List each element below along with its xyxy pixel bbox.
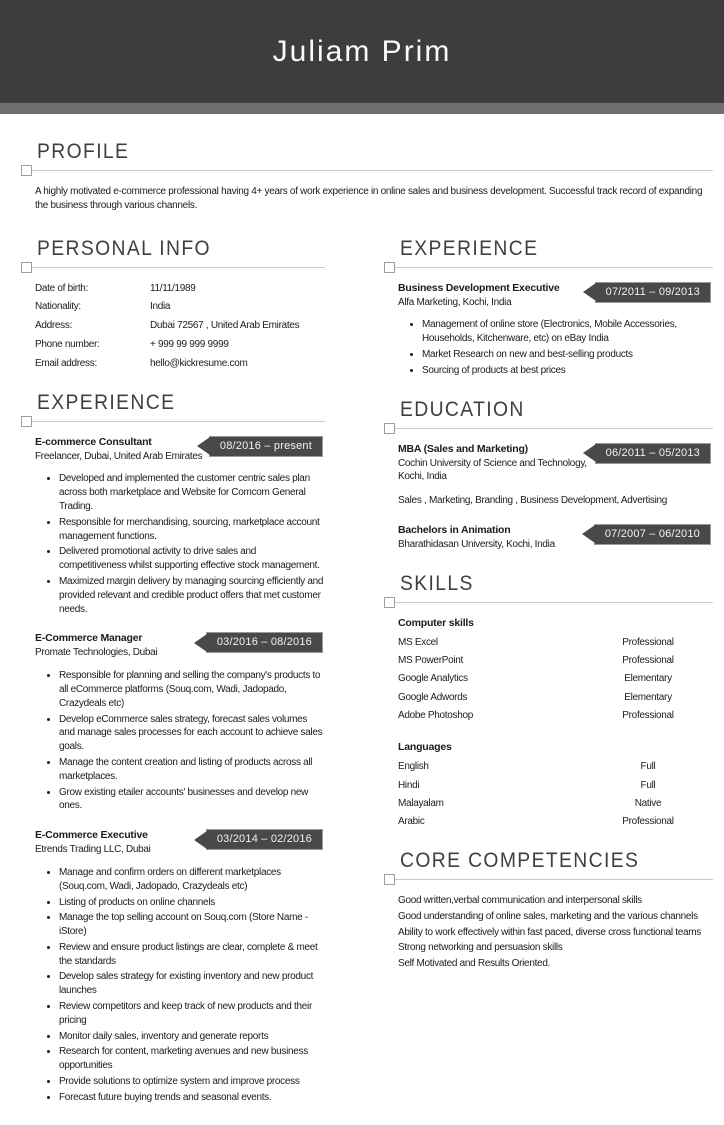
competency-line: Self Motivated and Results Oriented. [398, 958, 551, 970]
section-core-competencies-head [398, 849, 713, 885]
personal-info-row [35, 338, 325, 352]
rule-line [395, 267, 713, 268]
rule-line [32, 421, 325, 422]
personal-info-row [35, 300, 325, 314]
personal-info-label: Address: [35, 320, 73, 332]
bullet-item: • Manage the content creation and listing of products across all marketplaces. [59, 756, 325, 784]
job-bullets [35, 669, 325, 813]
date-range: 07/2007 – 06/2010 [604, 527, 700, 540]
rule-line [395, 879, 713, 880]
job-head [35, 436, 325, 464]
section-experience-left-title: EXPERIENCE [37, 390, 176, 414]
competency-line: Ability to work effectively within fast paced, diverse cross functional teams [398, 926, 701, 938]
section-rule [384, 874, 713, 885]
job-subtitle: Promate Technologies, Dubai [35, 647, 158, 659]
section-core-competencies [398, 849, 713, 971]
education-entry [398, 443, 713, 508]
school-name: Bharathidasan University, Kochi, India [398, 538, 555, 550]
job-titles [398, 282, 565, 310]
education-entry [398, 524, 713, 552]
square-marker-icon [384, 423, 395, 434]
competency-line: Strong networking and persuasion skills [398, 942, 563, 954]
section-core-competencies-title: CORE COMPETENCIES [400, 848, 640, 872]
rule-line [32, 170, 713, 171]
skill-level: Elementary [624, 673, 672, 685]
section-personal-info-title: PERSONAL INFO [37, 236, 211, 260]
competency-line: Good written,verbal communication and interpersonal skills [398, 894, 642, 906]
date-badge [595, 282, 711, 303]
section-profile [35, 140, 713, 213]
section-education-title: EDUCATION [400, 397, 525, 421]
job-head [35, 632, 325, 660]
language-level: Native [634, 797, 662, 809]
skill-name: Google Adwords [398, 691, 468, 703]
job-subtitle: Etrends Trading LLC, Dubai [35, 844, 151, 856]
skill-name: MS PowerPoint [398, 655, 464, 667]
skill-level: Professional [622, 636, 674, 648]
section-rule [384, 262, 713, 273]
skill-name: Google Analytics [398, 673, 468, 685]
language-level: Full [640, 779, 656, 791]
computer-skills-label: Computer skills [398, 616, 474, 629]
section-rule [384, 597, 713, 608]
section-rule [21, 262, 325, 273]
square-marker-icon [384, 874, 395, 885]
education-head [398, 524, 713, 552]
language-name: Arabic [398, 816, 425, 828]
section-experience-right [398, 237, 713, 378]
job-entry [35, 632, 325, 813]
language-row [398, 797, 713, 811]
job-entry [35, 829, 325, 1105]
section-personal-info-head [35, 237, 325, 273]
personal-info-label: Nationality: [35, 301, 81, 313]
job-titles [35, 632, 163, 660]
header [0, 0, 724, 103]
personal-info-value: India [150, 301, 171, 313]
language-row [398, 760, 713, 774]
education-titles [398, 443, 595, 485]
square-marker-icon [21, 416, 32, 427]
bullet-item: • Research for content, marketing avenues and new business opportunities [59, 1045, 325, 1073]
rule-line [395, 602, 713, 603]
spacer [398, 727, 713, 739]
school-name: Cochin University of Science and Technology, Kochi, India [398, 457, 587, 483]
square-marker-icon [384, 597, 395, 608]
job-bullets [35, 472, 325, 616]
section-experience-left [35, 391, 325, 1105]
bullet-item: • Manage the top selling account on Souq.com (Store Name -iStore) [59, 911, 325, 939]
skill-row [398, 691, 713, 705]
section-education-head [398, 398, 713, 434]
personal-info-value: + 999 99 999 9999 [150, 338, 229, 350]
rule-line [32, 267, 325, 268]
language-row [398, 779, 713, 793]
bullet-item: • Responsible for planning and selling the company's products to all eCommerce platforms (Souq.com, Wadi, Jadopado, Crazydeals etc) [59, 669, 325, 710]
email-value: hello@kickresume.com [150, 357, 248, 369]
section-profile-head [35, 140, 713, 176]
bullet-item: • Develop eCommerce sales strategy, forecast sales volumes and manage sales processes for each account to achieve sales goals. [59, 713, 325, 754]
personal-info-label: Email address: [35, 357, 97, 369]
date-range: 03/2016 – 08/2016 [216, 636, 312, 649]
section-profile-title: PROFILE [37, 140, 130, 163]
bullet-item: • Management of online store (Electronics, Mobile Accessories, Households, Kitchenware, etc) on eBay India [422, 318, 713, 346]
section-rule [21, 416, 325, 427]
date-badge [594, 524, 711, 545]
date-range: 06/2011 – 05/2013 [605, 446, 700, 459]
date-range: 07/2011 – 09/2013 [605, 285, 700, 298]
skill-row [398, 636, 713, 650]
degree-title: Bachelors in Animation [398, 523, 511, 536]
date-range: 03/2014 – 02/2016 [216, 833, 312, 846]
date-badge [595, 443, 711, 464]
bullet-item: • Delivered promotional activity to drive sales and competitiveness whilst supporting effective stock management. [59, 545, 325, 573]
date-badge [206, 632, 323, 653]
job-subtitle: Alfa Marketing, Kochi, India [398, 296, 512, 308]
skill-row [398, 672, 713, 686]
section-experience-left-head [35, 391, 325, 427]
job-bullets [398, 318, 713, 377]
education-titles [398, 524, 561, 552]
bullet-item: • Sourcing of products at best prices [422, 364, 713, 378]
job-titles [35, 829, 157, 857]
section-skills-head [398, 572, 713, 608]
personal-info-row [35, 282, 325, 296]
job-titles [35, 436, 208, 464]
bullet-item: • Manage and confirm orders on different marketplaces (Souq.com, Wadi, Jadopado, Crazydeals etc) [59, 866, 325, 894]
language-level: Full [640, 761, 656, 773]
two-column-layout [35, 237, 713, 1125]
section-rule [21, 165, 713, 176]
education-head [398, 443, 713, 485]
job-subtitle: Freelancer, Dubai, United Arab Emirates [35, 450, 203, 462]
date-badge [209, 436, 323, 457]
job-bullets [35, 866, 325, 1105]
date-range: 08/2016 – present [219, 439, 312, 452]
languages-label: Languages [398, 741, 452, 754]
right-column [398, 237, 713, 1125]
language-name: Hindi [398, 779, 420, 791]
square-marker-icon [384, 262, 395, 273]
skill-row [398, 654, 713, 668]
job-entry [35, 436, 325, 617]
content [0, 114, 724, 1125]
date-badge [206, 829, 323, 850]
section-experience-right-title: EXPERIENCE [400, 236, 539, 260]
job-title: E-Commerce Manager [35, 632, 143, 645]
section-personal-info [35, 237, 325, 371]
personal-info-label: Phone number: [35, 338, 100, 350]
bullet-item: • Grow existing etailer accounts' businesses and develop new ones. [59, 786, 325, 814]
section-experience-right-head [398, 237, 713, 273]
skill-level: Professional [622, 709, 674, 721]
bullet-item: • Review and ensure product listings are clear, complete & meet the standards [59, 941, 325, 969]
language-name: Malayalam [398, 797, 444, 809]
personal-info-row [35, 357, 325, 371]
bullet-item: • Responsible for merchandising, sourcing, marketplace account management functions. [59, 516, 325, 544]
square-marker-icon [21, 165, 32, 176]
bullet-item: • Market Research on new and best-selling products [422, 348, 713, 362]
bullet-item: • Provide solutions to optimize system and improve process [59, 1075, 325, 1089]
skill-name: Adobe Photoshop [398, 709, 474, 721]
language-level: Professional [622, 816, 674, 828]
competency-line: Good understanding of online sales, marketing and the various channels [398, 910, 698, 922]
job-title: Business Development Executive [398, 281, 560, 294]
bullet-item: • Maximized margin delivery by managing sourcing efficiently and provided relevant and credible product offers that met customer needs. [59, 575, 325, 616]
candidate-name: Juliam Prim [272, 34, 452, 68]
personal-info-row [35, 319, 325, 333]
bullet-item: • Developed and implemented the customer centric sales plan across both marketplace and Website for Comcom General Trading. [59, 472, 325, 513]
section-skills-title: SKILLS [400, 571, 474, 595]
left-column [35, 237, 325, 1125]
bullet-item: • Forecast future buying trends and seasonal events. [59, 1091, 325, 1105]
bullet-item: • Review competitors and keep track of new products and their pricing [59, 1000, 325, 1028]
skill-level: Professional [622, 655, 674, 667]
square-marker-icon [21, 262, 32, 273]
section-education [398, 398, 713, 552]
rule-line [395, 428, 713, 429]
section-rule [384, 423, 713, 434]
job-entry [398, 282, 713, 378]
language-row [398, 815, 713, 829]
degree-title: MBA (Sales and Marketing) [398, 442, 528, 455]
header-accent-bar [0, 103, 724, 114]
bullet-item: • Develop sales strategy for existing inventory and new product launches [59, 970, 325, 998]
personal-info-value: Dubai 72567 , United Arab Emirates [150, 320, 300, 332]
job-head [35, 829, 325, 857]
skill-level: Elementary [624, 691, 672, 703]
personal-info-label: Date of birth: [35, 282, 89, 294]
education-note: Sales , Marketing, Branding , Business Development, Advertising [398, 495, 668, 507]
bullet-item: • Listing of products on online channels [59, 896, 325, 910]
job-head [398, 282, 713, 310]
job-title: E-commerce Consultant [35, 435, 152, 448]
job-title: E-Commerce Executive [35, 829, 148, 842]
personal-info-value: 11/11/1989 [150, 282, 196, 294]
profile-text: A highly motivated e-commerce professional having 4+ years of work experience in online sales and business development. Successful track record of expanding the business through various channels. [35, 186, 703, 211]
skill-row [398, 709, 713, 723]
language-name: English [398, 761, 429, 773]
skill-name: MS Excel [398, 636, 438, 648]
bullet-item: • Monitor daily sales, inventory and generate reports [59, 1030, 325, 1044]
section-skills [398, 572, 713, 829]
